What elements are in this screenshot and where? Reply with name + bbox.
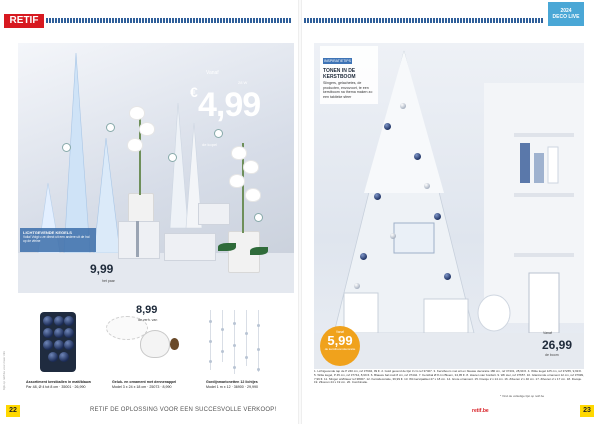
ornament-silver: [390, 233, 396, 239]
bauble: [43, 340, 53, 350]
retif-logo-badge: RETIF: [4, 14, 44, 28]
bauble: [54, 316, 64, 326]
season-tab-line2: DECO LIVE: [552, 14, 580, 20]
left-caption-box: [20, 228, 96, 252]
orchid-flower-1: [130, 107, 144, 119]
white-bear: [478, 295, 510, 331]
promo-vanaf: Vanaf: [206, 70, 219, 76]
gift-ribbon-1: [136, 221, 139, 257]
light-bulb: [245, 332, 248, 335]
ornament-blue: [374, 193, 381, 200]
right-caption-title: TONEN IN DE KERSTBOOM: [323, 68, 356, 80]
ornament-silver: [400, 103, 406, 109]
mid-price: 9,99: [90, 262, 114, 276]
season-tab-line1: 2024: [560, 8, 572, 14]
item-marker-1: [62, 143, 71, 152]
gift-box-3: [198, 203, 230, 225]
bauble: [54, 340, 64, 350]
mid-price-unit: het paar: [102, 279, 115, 283]
product-name-1: Assortiment kerstballen in matt/blauw: [26, 380, 91, 384]
lantern: [529, 273, 559, 333]
brand-footer: retif.be: [472, 408, 489, 414]
promo-sup: 28 W: [238, 80, 248, 85]
light-bulb: [233, 344, 236, 347]
pinecone: [170, 338, 179, 350]
header-stripe-left: [46, 18, 292, 23]
left-caption-title: LICHTGEVENDE KEGELS: [23, 230, 72, 235]
light-bulb: [209, 320, 212, 323]
orchid-leaf-2: [250, 247, 268, 255]
orchid-flower-6: [230, 175, 244, 187]
blue-candle-2: [534, 153, 544, 183]
ornament-silver: [354, 283, 360, 289]
product-caption-3: [206, 380, 292, 389]
light-cone-tall: [64, 53, 90, 253]
right-caption-tag: INSPIRATIETIPS: [324, 59, 351, 63]
fine-note: * Vind de volledige lijst op retif.be: [500, 394, 545, 398]
bauble-tube-product: [40, 312, 76, 372]
light-bulb: [257, 368, 260, 371]
light-bulb: [221, 328, 224, 331]
orchid-flower-7: [246, 189, 260, 201]
orchid-flower-3: [128, 139, 142, 151]
item-marker-4: [214, 129, 223, 138]
product-detail-3: Model 1 m x 12 · 36900 · 29,990: [206, 384, 258, 389]
badge-top: Vanaf: [335, 330, 345, 334]
left-hero-photo: [18, 43, 294, 293]
orchid-flower-4: [232, 147, 246, 159]
orchid-leaf-1: [218, 243, 236, 251]
right-price-unit: de boom: [545, 353, 559, 357]
ornament-blue: [384, 123, 391, 130]
bauble: [64, 340, 74, 350]
ornament-blue: [414, 153, 421, 160]
light-bulb: [221, 350, 224, 353]
light-strand: [222, 310, 223, 362]
gift-box-1: [118, 221, 160, 259]
gift-box-white-2: [424, 299, 468, 333]
fine-print: 1. Lichtgevende tap de P 240 cm, ref 37994, 99 €. 2. Gold gevend de lijst 3 cm ref 37407. 3. Kerstboom met wit en blauwe decoratie 180 cm, ref 37401, 28,99 €. 4. Witte kegel 125 cm, ref 37265, 9,99 €. 5. Witte kegel, P 45 cm, ref 37744, 8,99 €. 6. Blauwe bal matt 8 cm, ref 37442. 7. Kerstbal Ø 8 cm Bloem, 34,95 €. 8. Houten ster bordwit. 9. Wit ster, ref 37657. 10. Glanzende ornament 12 cm, ref 37999, 7,99 €. 11. Slinger wit/blauw ref 38007. 12. Kerstdecoratie, 39,99 €. 13. Wit kerstpakket 27 x 18 cm. 14. Grote ornament. 15. Doosje 2 x 14 cm. 16. Zilveren 2 x 40 cm. 17. Zilveren 2 x 17 cm. 18. Doosje. 19. Zilveren 24 x 19 cm. 20. Combinatie.: [314, 370, 584, 385]
bauble: [59, 352, 69, 362]
bauble: [64, 328, 74, 338]
bauble: [43, 316, 53, 326]
orchid-flower-2: [140, 123, 154, 135]
bauble: [48, 352, 58, 362]
light-bulb: [233, 366, 236, 369]
curtain-lights-product: [206, 310, 270, 376]
light-bulb: [245, 356, 248, 359]
right-price: 26,99: [542, 338, 573, 352]
light-bulb: [209, 340, 212, 343]
header-stripe-right: [304, 18, 544, 23]
product-detail-2: Model 3 x 24 x 18 cm · 25073 · 8,990: [112, 384, 172, 389]
product-name-2: Geluk- en ornament met dennenappel: [112, 380, 177, 384]
page-number-right: 23: [580, 405, 594, 417]
product-name-3: Gordijnmarionetten 12 lichtjes: [206, 380, 258, 384]
peacock-ornament: [140, 330, 170, 358]
ornament-blue: [360, 253, 367, 260]
shelf-2: [514, 193, 574, 197]
item-marker-3: [168, 153, 177, 162]
page-number-left: 22: [6, 405, 20, 417]
light-strand: [258, 310, 259, 372]
promo-currency: €: [190, 84, 198, 100]
shelf-1: [514, 133, 574, 137]
light-strand: [234, 310, 235, 374]
blue-candle-1: [520, 143, 530, 183]
season-tab: [548, 2, 584, 26]
badge-price: 5,99: [327, 333, 353, 348]
promo-price: 4,99: [198, 86, 261, 124]
light-bulb: [257, 348, 260, 351]
white-cone-1: [170, 103, 188, 228]
ornament-silver: [424, 183, 430, 189]
promo-unit: de kopel: [202, 142, 218, 147]
orchid-flower-5: [244, 161, 258, 173]
bauble: [54, 328, 64, 338]
side-note: Kijk op retif.be voor meer info: [2, 350, 6, 390]
right-price-vanaf: Vanaf: [543, 331, 552, 335]
badge-bottom: de kerstboomdecoratie: [324, 347, 356, 351]
product-caption-1: [26, 380, 106, 389]
bauble: [64, 316, 74, 326]
item-marker-2: [106, 123, 115, 132]
right-caption-box: [320, 46, 378, 104]
light-bulb: [257, 324, 260, 327]
product-caption-2: [112, 380, 198, 389]
small-price: 8,99: [136, 304, 158, 316]
shelf-3: [514, 253, 574, 257]
gift-box-striped: [394, 223, 434, 253]
item-marker-5: [254, 213, 263, 222]
gift-box-2: [164, 233, 216, 261]
left-caption-body: Voila! Volgt u ze direct uit een andere uit de hal op de vitrine: [23, 235, 90, 243]
ornament-blue: [434, 213, 441, 220]
light-bulb: [233, 322, 236, 325]
light-bulb: [209, 360, 212, 363]
footer-slogan: RETIF DE OPLOSSING VOOR EEN SUCCESVOLLE VERKOOP!: [90, 407, 277, 413]
ornament-blue: [444, 273, 451, 280]
white-candle: [548, 147, 558, 183]
light-cone-medium: [94, 138, 120, 253]
right-caption-body: Slingers, gelachetes, de producten, enzovoort, te een kerstboom na thema maken zo een taktieke sfeer: [323, 81, 373, 99]
price-badge-orange: [320, 326, 360, 366]
product-detail-1: Par 48, Ø 4 tot 8 cm · 35001 · 26,990: [26, 384, 86, 389]
bauble: [43, 328, 53, 338]
small-price-unit: de verh. van: [138, 318, 158, 322]
